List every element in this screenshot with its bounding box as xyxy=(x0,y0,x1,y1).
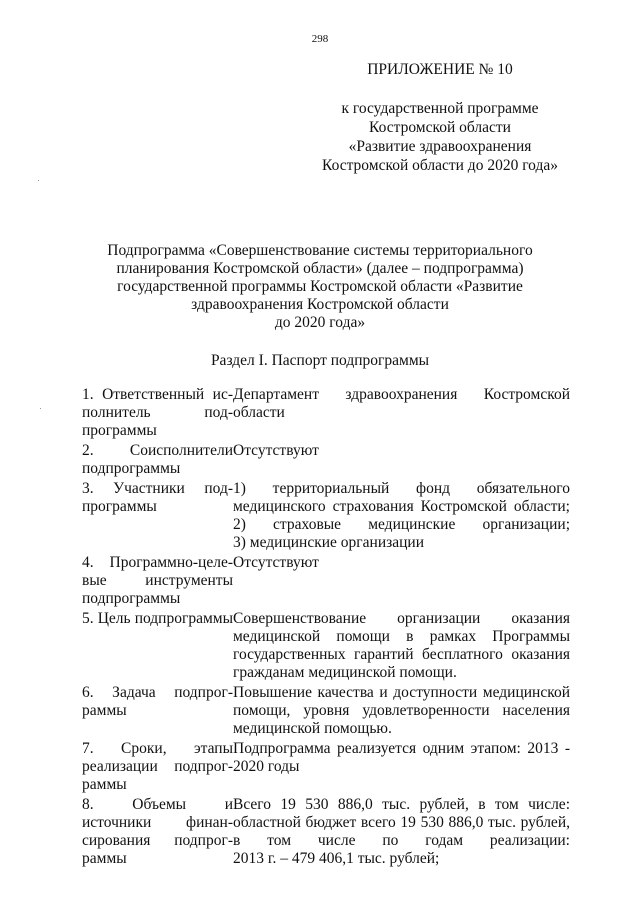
passport-value-line: медицинского страхования Костромской области; xyxy=(233,498,570,515)
passport-row-value xyxy=(233,442,570,460)
scan-mark xyxy=(38,180,39,181)
passport-row-label xyxy=(82,554,233,608)
passport-label-line: источники финан- xyxy=(82,814,233,831)
passport-label-line: 4. Программно-целе- xyxy=(82,554,233,571)
passport-value-line: 2020 годы xyxy=(233,758,300,775)
passport-row xyxy=(82,796,570,868)
passport-label-line: подпрограммы xyxy=(82,590,181,607)
passport-row xyxy=(82,480,570,552)
passport-row xyxy=(82,386,570,440)
passport-row xyxy=(82,740,570,794)
passport-label-line: раммы xyxy=(82,702,127,719)
page-number: 298 xyxy=(311,33,329,45)
passport-row xyxy=(82,442,570,478)
passport-value-line: в том числе по годам реализации: xyxy=(233,832,570,849)
passport-value-line: 2013 г. – 479 406,1 тыс. рублей; xyxy=(233,850,440,867)
appendix-line: к государственной программе xyxy=(341,100,539,117)
passport-label-line: полнитель под- xyxy=(82,404,233,421)
passport-value-line: Департамент здравоохранения Костромской xyxy=(233,386,570,403)
passport-value-line: Отсутствуют xyxy=(233,442,319,459)
passport-row-label xyxy=(82,386,233,440)
subprogram-title-line: до 2020 года» xyxy=(274,314,366,331)
passport-row xyxy=(82,554,570,608)
passport-value-line: областной бюджет всего 19 530 886,0 тыс. рублей, xyxy=(233,814,570,831)
passport-row-label xyxy=(82,442,233,478)
passport-value-line: государственных гарантий бесплатного оказания xyxy=(233,646,570,663)
passport-label-line: сирования подпрог- xyxy=(82,832,233,849)
passport-label-line: 3. Участники под- xyxy=(82,480,233,497)
passport-label-line: 2. Соисполнители xyxy=(82,442,233,459)
passport-row-label xyxy=(82,740,233,794)
passport-label-line: раммы xyxy=(82,850,127,867)
passport-value-line: 3) медицинские организации xyxy=(233,534,425,551)
passport-value-line: 1) территориальный фонд обязательного xyxy=(233,480,570,497)
passport-value-line: помощи, уровня удовлетворенности населения xyxy=(233,702,570,719)
section-title: Раздел I. Паспорт подпрограммы xyxy=(210,352,430,369)
passport-value-line: области xyxy=(233,404,285,421)
passport-table xyxy=(82,386,570,870)
passport-value-line: гражданам медицинской помощи. xyxy=(233,664,457,681)
subprogram-title-line: планирования Костромской области» (далее – подпрограмма) xyxy=(116,260,524,277)
passport-label-line: 1. Ответственный ис- xyxy=(82,386,233,403)
subprogram-title-line: государственной программы Костромской области «Развитие xyxy=(117,278,523,295)
passport-row-value xyxy=(233,554,570,572)
passport-row-value xyxy=(233,684,570,738)
appendix-line: Костромской области до 2020 года» xyxy=(322,157,558,174)
passport-value-line: медицинской помощи в рамках Программы xyxy=(233,628,570,645)
passport-value-line: Отсутствуют xyxy=(233,554,319,571)
passport-row-label xyxy=(82,796,233,868)
passport-label-line: раммы xyxy=(82,776,127,793)
passport-value-line: Подпрограмма реализуется одним этапом: 2013 - xyxy=(233,740,570,757)
passport-row-label xyxy=(82,480,233,516)
passport-row-value xyxy=(233,740,570,776)
passport-label-line: 5. Цель подпрограммы xyxy=(82,610,233,627)
passport-label-line: вые инструменты xyxy=(82,572,233,589)
passport-label-line: программы xyxy=(82,422,157,439)
appendix-line: Костромской области xyxy=(369,119,511,136)
passport-row-value xyxy=(233,386,570,422)
passport-label-line: 8. Объемы и xyxy=(82,796,233,813)
passport-row-label xyxy=(82,610,233,628)
passport-value-line: Повышение качества и доступности медицинской xyxy=(233,684,570,701)
passport-row-value xyxy=(233,610,570,682)
scan-mark xyxy=(40,408,41,409)
passport-label-line: реализации подпрог- xyxy=(82,758,233,775)
passport-row-label xyxy=(82,684,233,720)
passport-value-line: Всего 19 530 886,0 тыс. рублей, в том числе: xyxy=(233,796,570,813)
passport-value-line: Совершенствование организации оказания xyxy=(233,610,570,627)
subprogram-title-line: здравоохранения Костромской области xyxy=(191,296,449,313)
passport-row xyxy=(82,684,570,738)
appendix-line: «Развитие здравоохранения xyxy=(348,138,532,155)
passport-row xyxy=(82,610,570,682)
passport-label-line: программы xyxy=(82,498,157,515)
subprogram-title xyxy=(95,242,545,332)
passport-value-line: медицинской помощью. xyxy=(233,720,392,737)
appendix-block xyxy=(300,60,580,175)
passport-label-line: 6. Задача подпрог- xyxy=(82,684,233,701)
passport-value-line: 2) страховые медицинские организации; xyxy=(233,516,570,533)
passport-label-line: 7. Сроки, этапы xyxy=(82,740,233,757)
passport-label-line: подпрограммы xyxy=(82,460,181,477)
appendix-title: ПРИЛОЖЕНИЕ № 10 xyxy=(367,61,513,78)
passport-row-value xyxy=(233,796,570,868)
subprogram-title-line: Подпрограмма «Совершенствование системы территориального xyxy=(107,242,533,259)
passport-row-value xyxy=(233,480,570,552)
